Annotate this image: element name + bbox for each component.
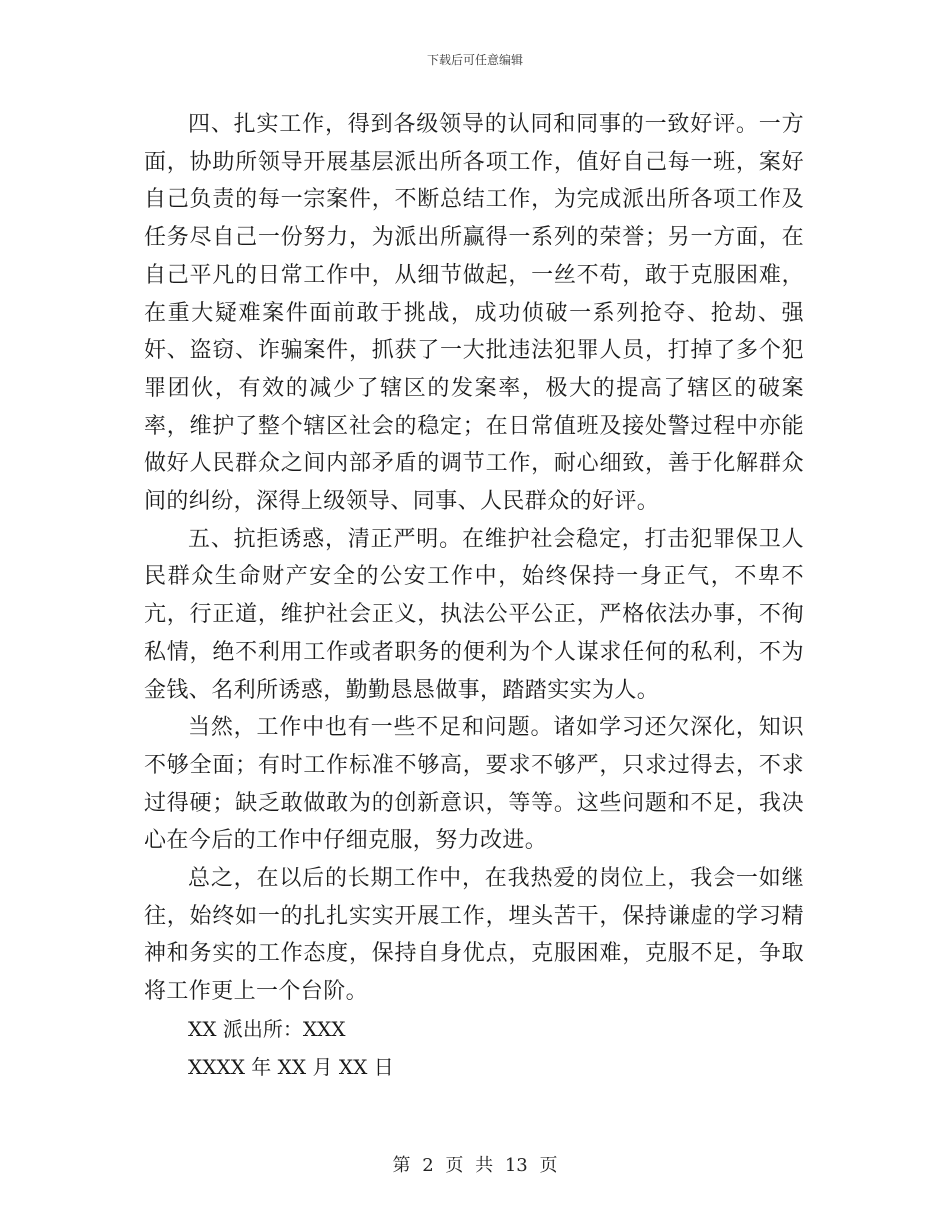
paragraph-four: 四、扎实工作，得到各级领导的认同和同事的一致好评。一方面，协助所领导开展基层派出所各项工作，值好自己每一班，案好自己负责的每一宗案件，不断总结工作，为完成派出所各项工作及任务尽自己一份努力，为派出所赢得一系列的荣誉；另一方面，在自己平凡的日常工作中，从细节做起，一丝不苟，敢于克服困难，在重大疑难案件面前敢于挑战，成功侦破一系列抢夺、抢劫、强奸、盗窃、诈骗案件，抓获了一大批违法犯罪人员，打掉了多个犯罪团伙，有效的减少了辖区的发案率，极大的提高了辖区的破案率，维护了整个辖区社会的稳定；在日常值班及接处警过程中亦能做好人民群众之间内部矛盾的调节工作，耐心细致，善于化解群众间的纠纷，深得上级领导、同事、人民群众的好评。	[144, 112, 804, 515]
signoff-date: XXXX 年 XX 月 XX 日	[188, 1054, 394, 1079]
page-header: 下载后可任意编辑	[426, 53, 523, 67]
signoff-organization: XX 派出所：XXX	[188, 1016, 346, 1041]
document-body	[144, 106, 804, 1086]
paragraph-conclusion: 总之，在以后的长期工作中，在我热爱的岗位上，我会一如继往，始终如一的扎扎实实开展工作，埋头苦干，保持谦虚的学习精神和务实的工作态度，保持自身优点，克服困难，克服不足，争取将工作更上一个台阶。	[144, 866, 804, 1005]
page-number: 第 2 页 共 13 页	[392, 1155, 558, 1176]
paragraph-five: 五、抗拒诱惑，清正严明。在维护社会稳定，打击犯罪保卫人民群众生命财产安全的公安工作中，始终保持一身正气，不卑不亢，行正道，维护社会正义，执法公平公正，严格依法办事，不徇私情，绝不利用工作或者职务的便利为个人谋求任何的私利，不为金钱、名利所诱惑，勤勤恳恳做事，踏踏实实为人。	[144, 526, 804, 703]
paragraph-shortcomings: 当然，工作中也有一些不足和问题。诸如学习还欠深化，知识不够全面；有时工作标准不够高，要求不够严，只求过得去，不求过得硬；缺乏敢做敢为的创新意识，等等。这些问题和不足，我决心在今后的工作中仔细克服，努力改进。	[144, 715, 804, 854]
